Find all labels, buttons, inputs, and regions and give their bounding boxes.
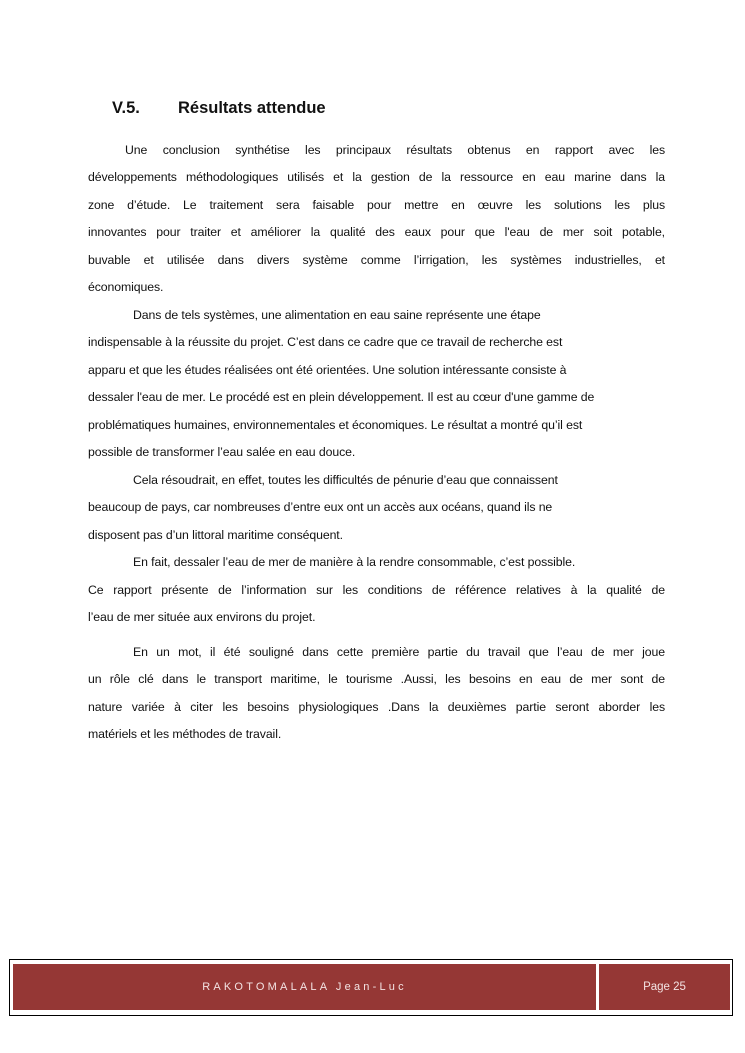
paragraph-6	[88, 639, 665, 749]
text-line: possible de transformer l’eau salée en eau douce.	[88, 444, 356, 459]
text-line: l’eau de mer située aux environs du projet.	[88, 610, 316, 625]
section-heading	[112, 99, 326, 118]
footer-author: RAKOTOMALALA Jean-Luc	[13, 964, 596, 1010]
text-line: disposent pas d’un littoral maritime conséquent.	[88, 527, 343, 542]
text-line: En fait, dessaler l’eau de mer de manière à la rendre consommable, c’est possible.	[133, 555, 576, 569]
text-line: apparu et que les études réalisées ont été orientées. Une solution intéressante consiste à	[88, 362, 567, 377]
page-footer	[9, 959, 733, 1016]
footer-page-number: Page 25	[599, 964, 730, 1010]
paragraph-5	[88, 577, 665, 632]
text-line: Cela résoudrait, en effet, toutes les difficultés de pénurie d’eau que connaissent	[133, 473, 558, 487]
paragraph-1	[88, 137, 665, 301]
text-line: beaucoup de pays, car nombreuses d’entre eux ont un accès aux océans, quand ils ne	[88, 500, 553, 515]
section-title: Résultats attendue	[178, 99, 326, 117]
paragraph-4	[88, 549, 665, 576]
text-line: un rôle clé dans le transport maritime, le tourisme .Aussi, les besoins en eau de mer sont de	[88, 672, 665, 687]
text-line: matériels et les méthodes de travail.	[88, 727, 282, 742]
section-number: V.5.	[112, 99, 140, 117]
text-line: dessaler l'eau de mer. Le procédé est en plein développement. Il est au cœur d'une gamme de	[88, 390, 595, 405]
text-line: développements méthodologiques utilisés et la gestion de la ressource en eau marine dans la	[88, 170, 665, 185]
text-line: zone d’étude. Le traitement sera faisable pour mettre en œuvre les solutions les plus	[88, 197, 665, 212]
text-line: innovantes pour traiter et améliorer la qualité des eaux pour que l'eau de mer soit potable,	[88, 225, 665, 240]
paragraph-2	[88, 302, 665, 466]
text-line: économiques.	[88, 279, 164, 294]
text-line: En un mot, il été souligné dans cette première partie du travail que l’eau de mer joue	[133, 645, 665, 659]
text-line: buvable et utilisée dans divers système comme l’irrigation, les systèmes industrielles, et	[88, 252, 665, 267]
text-line: indispensable à la réussite du projet. C’est dans ce cadre que ce travail de recherche est	[88, 335, 563, 350]
text-line: Dans de tels systèmes, une alimentation en eau saine représente une étape	[133, 308, 541, 322]
text-line: Une conclusion synthétise les principaux résultats obtenus en rapport avec les	[125, 143, 665, 157]
text-line: problématiques humaines, environnementales et économiques. Le résultat a montré qu’il est	[88, 417, 583, 432]
text-line: Ce rapport présente de l’information sur les conditions de référence relatives à la qualité de	[88, 583, 665, 597]
paragraph-3	[88, 467, 665, 549]
text-line: nature variée à citer les besoins physiologiques .Dans la deuxièmes partie seront aborder les	[88, 699, 665, 714]
